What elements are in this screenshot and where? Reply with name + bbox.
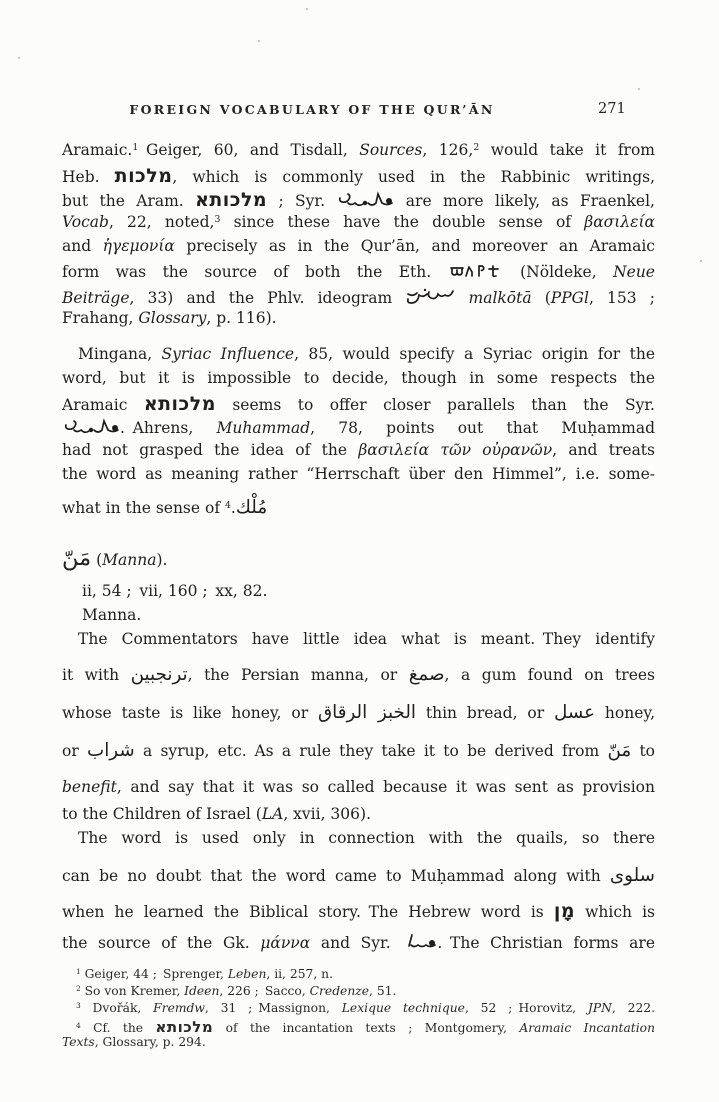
text-run: can be no doubt that the word came to Muḥammad along with — [62, 867, 610, 885]
text-run: whose taste is like honey, or — [62, 704, 318, 722]
italic-text: Vocab — [62, 213, 109, 231]
text-line — [62, 740, 655, 763]
text-run — [455, 289, 468, 307]
italic-text: Lexique technique — [341, 1001, 465, 1015]
italic-text: Manna — [102, 551, 157, 569]
arabic-word: سلوى — [609, 865, 655, 886]
text-run: So von Kremer, — [80, 984, 185, 998]
text-run: , 85, would specify a Syriac origin for the — [294, 345, 655, 363]
arabic-word: صمغ — [408, 664, 445, 685]
hebrew-word: מָן — [553, 900, 576, 922]
text-run: of the incantation texts ; Montgomery, — [213, 1021, 520, 1035]
text-run: Mingana, — [78, 345, 162, 363]
scan-speck — [638, 88, 640, 90]
text-run: what in the sense of — [62, 499, 225, 517]
footnote-line — [76, 1001, 655, 1016]
text-run: , 226 ; Sacco, — [219, 984, 310, 998]
text-run: ( — [91, 551, 103, 569]
footnote-marker: 3 — [76, 1000, 81, 1010]
footnote-line — [62, 1035, 206, 1050]
text-line — [62, 441, 655, 460]
scan-speck — [18, 57, 20, 59]
greek-word: ἡγεμονία — [102, 237, 175, 255]
text-line — [82, 582, 267, 601]
arabic-word: الخبز الرقاق — [317, 702, 417, 723]
arabic-word: مَنّ — [607, 740, 632, 761]
footnote-marker: 4 — [76, 1020, 81, 1030]
greek-word: μάννα — [260, 934, 311, 952]
text-run: ii, 54 ; vii, 160 ; xx, 82. — [82, 582, 268, 600]
italic-text: Glossary — [138, 309, 207, 327]
footnote-line — [76, 1018, 655, 1037]
text-run: , which is commonly used in the Rabbinic writings, — [172, 168, 656, 186]
hebrew-word: מלכות — [114, 165, 173, 187]
text-run: (Nöldeke, — [503, 263, 614, 281]
text-line — [62, 932, 655, 953]
text-run: and Syr. — [310, 934, 402, 952]
text-run: but the Aram. — [62, 192, 196, 210]
text-line — [62, 237, 655, 256]
italic-text: Syriac Influence — [161, 345, 295, 363]
text-run: , xvii, 306). — [283, 805, 371, 823]
text-run: , Glossary, p. 294. — [94, 1035, 206, 1049]
footnote-line — [76, 984, 396, 999]
text-run: to the Children of Israel ( — [62, 805, 262, 823]
text-run: , a gum found on trees — [444, 666, 655, 684]
text-run: honey, — [595, 704, 656, 722]
arabic-word: عسل — [553, 702, 596, 723]
italic-text: Credenze — [309, 984, 370, 998]
text-line — [62, 900, 655, 924]
italic-text: benefit — [62, 778, 117, 796]
text-run: ). — [156, 551, 168, 569]
text-line — [62, 213, 655, 232]
italic-text: Ideen — [184, 984, 220, 998]
text-run: which is — [575, 903, 655, 921]
text-run: Geiger, 60, and Tisdall, — [138, 141, 360, 159]
text-run: would take it from — [479, 141, 655, 159]
text-run: Heb. — [62, 168, 115, 186]
text-run: the source of the Gk. — [62, 934, 261, 952]
text-line — [78, 829, 655, 848]
text-line — [62, 417, 655, 438]
text-line — [62, 393, 655, 417]
text-line — [62, 261, 655, 282]
text-run: , 78, points out that Muḥammad — [310, 419, 655, 437]
syriac-word-manna-glyph — [401, 932, 437, 952]
greek-word: βασιλεία τῶν οὐρανῶν — [358, 441, 553, 459]
text-run: or — [62, 742, 88, 760]
text-run: had not grasped the idea of the — [62, 441, 359, 459]
syriac-word-malkutha-glyph — [336, 190, 394, 210]
text-run: and — [62, 237, 103, 255]
text-line — [62, 165, 655, 189]
text-line — [62, 141, 655, 160]
italic-text: Muhammad — [216, 419, 311, 437]
text-run: , 31 ; Massignon, — [204, 1001, 342, 1015]
text-run: Cf. the — [80, 1021, 156, 1035]
text-line — [62, 309, 277, 328]
text-run: thin bread, or — [416, 704, 554, 722]
hebrew-word: מלכותא — [155, 1018, 214, 1036]
text-run: a syrup, etc. As a rule they take it to be derived from — [134, 742, 608, 760]
scan-speck — [306, 8, 308, 10]
text-run: , p. 116). — [206, 309, 277, 327]
text-run: The word is used only in connection with the quails, so there — [78, 829, 655, 847]
italic-text: Texts — [62, 1035, 95, 1049]
text-run: , 51. — [369, 984, 397, 998]
text-line — [62, 702, 655, 725]
text-run: when he learned the Biblical story. The Hebrew word is — [62, 903, 554, 921]
italic-text: LA — [261, 805, 284, 823]
text-run: , 22, noted, — [108, 213, 215, 231]
greek-word: βασιλεία — [584, 213, 656, 231]
footnote-marker: 2 — [473, 141, 480, 153]
text-run: Aramaic — [62, 396, 144, 414]
italic-text: Sources — [359, 141, 423, 159]
text-line — [62, 805, 371, 824]
text-run: seems to offer closer parallels than the Syr. — [215, 396, 655, 414]
text-run: , 33) and the Phlv. ideogram — [129, 289, 406, 307]
text-run: , 126, — [422, 141, 474, 159]
footnote-marker: 4 — [225, 499, 231, 511]
text-run: . Ahrens, — [120, 419, 217, 437]
text-line — [78, 345, 655, 364]
text-line — [62, 778, 655, 797]
text-run: Dvořák, — [80, 1001, 154, 1015]
footnote-marker: 1 — [76, 966, 81, 976]
italic-text: PPGl — [550, 289, 589, 307]
text-line — [62, 285, 655, 308]
text-run: , 52 ; Horovitz, — [464, 1001, 588, 1015]
italic-text: Neue — [613, 263, 655, 281]
scan-speck — [700, 260, 702, 262]
text-run: Manna. — [82, 606, 142, 624]
text-run: ; Syr. — [267, 192, 337, 210]
text-run: , the Persian manna, or — [187, 666, 409, 684]
arabic-word: مُلْك — [235, 497, 268, 518]
italic-text: Beiträge — [62, 289, 130, 307]
text-run: since these have the double sense of — [220, 213, 585, 231]
text-run: , 222. — [611, 1001, 655, 1015]
text-line — [82, 606, 141, 625]
text-run: , ii, 257, n. — [266, 967, 333, 981]
running-title: FOREIGN VOCABULARY OF THE QUR’ĀN — [129, 102, 495, 117]
text-line — [62, 369, 655, 388]
text-run: , 153 ; — [589, 289, 655, 307]
page-number: 271 — [598, 101, 626, 117]
text-line — [62, 664, 655, 687]
italic-text: Aramaic Incantation — [519, 1021, 655, 1035]
italic-text: malkōtā — [468, 289, 532, 307]
italic-text: Leben — [227, 967, 267, 981]
hebrew-word: מלכותא — [143, 393, 216, 415]
text-run: are more likely, as Fraenkel, — [394, 192, 655, 210]
text-run: ( — [531, 289, 551, 307]
hebrew-word: מלכותא — [195, 189, 268, 211]
text-run: Geiger, 44 ; Sprenger, — [80, 967, 228, 981]
text-run: . The Christian forms are — [437, 934, 655, 952]
text-line — [62, 189, 655, 213]
text-run: to — [631, 742, 656, 760]
scan-speck — [258, 40, 260, 42]
text-run: the word as meaning rather “Herrschaft über den Himmel”, i.e. some- — [62, 465, 655, 483]
text-run: , and treats — [552, 441, 655, 459]
footnote-marker: 1 — [132, 141, 139, 153]
footnote-marker: 2 — [76, 983, 81, 993]
italic-text: Fremdw — [153, 1001, 205, 1015]
arabic-headword: مَنّ — [62, 545, 92, 571]
footnote-line — [76, 967, 333, 982]
text-run: it with — [62, 666, 131, 684]
text-line — [62, 465, 655, 484]
text-run: . — [230, 499, 236, 517]
italic-text: JPN — [587, 1001, 612, 1015]
text-run: form was the source of both the Eth. — [62, 263, 448, 281]
pahlavi-ideogram-glyph — [405, 285, 455, 307]
ethiopic-word-glyph — [448, 261, 504, 281]
text-run: word, but it is impossible to decide, though in some respects the — [62, 369, 655, 387]
text-run: Frahang, — [62, 309, 139, 327]
text-line — [62, 865, 655, 888]
text-run: Aramaic. — [62, 141, 133, 159]
text-run: precisely as in the Qur’ān, and moreover an Aramaic — [174, 237, 655, 255]
text-run: , and say that it was so called because it was sent as provision — [116, 778, 655, 796]
text-line — [62, 497, 267, 520]
arabic-word: ترنجبين — [130, 664, 188, 685]
text-run: The Commentators have little idea what is meant. They identify — [78, 630, 655, 648]
arabic-word: شراب — [87, 740, 135, 761]
text-line — [62, 544, 167, 572]
text-line — [78, 630, 655, 649]
syriac-word-malkutha-glyph — [62, 417, 120, 437]
footnote-marker: 3 — [214, 213, 221, 225]
